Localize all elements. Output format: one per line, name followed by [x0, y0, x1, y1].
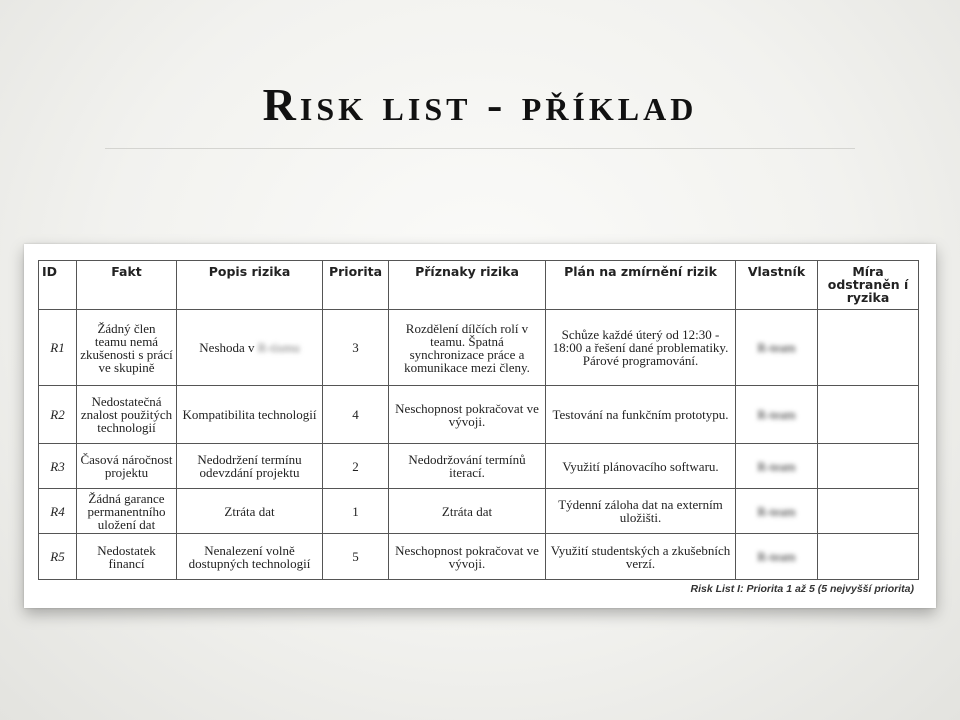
cell-popis — [177, 310, 323, 386]
cell-mira — [818, 386, 919, 444]
header-priorita: Priorita — [323, 261, 389, 310]
header-priznaky-rizika: Příznaky rizika — [389, 261, 546, 310]
cell-id: R1 — [39, 310, 77, 386]
header-vlastnik: Vlastník — [736, 261, 818, 310]
cell-mira — [818, 444, 919, 489]
cell-fakt: Žádná garance permanentního uložení dat — [77, 489, 177, 534]
header-mira-odstraneni: Míra odstraněn í ryzika — [818, 261, 919, 310]
header-id: ID — [39, 261, 77, 310]
table-row — [39, 444, 919, 489]
cell-id: R2 — [39, 386, 77, 444]
cell-fakt: Žádný člen teamu nemá zkušenosti s prácí ve skupině — [77, 310, 177, 386]
cell-vlastnik: R-team — [736, 444, 818, 489]
cell-mira — [818, 310, 919, 386]
cell-priznaky: Neschopnost pokračovat ve vývoji. — [389, 386, 546, 444]
table-row — [39, 310, 919, 386]
cell-priorita: 2 — [323, 444, 389, 489]
cell-id: R5 — [39, 534, 77, 580]
cell-popis-text: Neshoda v — [199, 340, 255, 355]
table-row — [39, 386, 919, 444]
cell-priorita: 1 — [323, 489, 389, 534]
table-caption: Risk List I: Priorita 1 až 5 (5 nejvyšší priorita) — [690, 583, 914, 595]
cell-priznaky: Nedodržování termínů iterací. — [389, 444, 546, 489]
cell-fakt: Nedostatečná znalost použitých technologií — [77, 386, 177, 444]
cell-plan: Využití plánovacího softwaru. — [546, 444, 736, 489]
cell-priorita: 4 — [323, 386, 389, 444]
header-fakt: Fakt — [77, 261, 177, 310]
cell-popis: Nenalezení volně dostupných technologií — [177, 534, 323, 580]
cell-mira — [818, 489, 919, 534]
cell-mira — [818, 534, 919, 580]
cell-priznaky: Neschopnost pokračovat ve vývoji. — [389, 534, 546, 580]
cell-popis: Nedodržení termínu odevzdání projektu — [177, 444, 323, 489]
risk-table-figure — [24, 244, 936, 608]
header-plan-zmirneni: Plán na zmírnění rizik — [546, 261, 736, 310]
cell-plan: Týdenní záloha dat na externím uložišti. — [546, 489, 736, 534]
cell-plan: Schůze každé úterý od 12:30 - 18:00 a řešení dané problematiky. Párové programování. — [546, 310, 736, 386]
cell-plan: Testování na funkčním prototypu. — [546, 386, 736, 444]
cell-vlastnik: R-team — [736, 386, 818, 444]
table-row — [39, 489, 919, 534]
cell-popis-redacted: R-tismu — [257, 340, 300, 355]
title-divider — [105, 148, 855, 149]
cell-priznaky: Ztráta dat — [389, 489, 546, 534]
cell-vlastnik: R-team — [736, 534, 818, 580]
table-row — [39, 534, 919, 580]
table-header-row — [39, 261, 919, 310]
cell-id: R3 — [39, 444, 77, 489]
cell-popis: Kompatibilita technologií — [177, 386, 323, 444]
cell-priorita: 3 — [323, 310, 389, 386]
cell-plan: Využití studentských a zkušebních verzí. — [546, 534, 736, 580]
cell-vlastnik: R-team — [736, 310, 818, 386]
cell-priorita: 5 — [323, 534, 389, 580]
cell-fakt: Časová náročnost projektu — [77, 444, 177, 489]
cell-priznaky: Rozdělení dílčích rolí v teamu. Špatná synchronizace práce a komunikace mezi členy. — [389, 310, 546, 386]
cell-popis: Ztráta dat — [177, 489, 323, 534]
cell-id: R4 — [39, 489, 77, 534]
risk-table — [38, 260, 919, 580]
header-popis-rizika: Popis rizika — [177, 261, 323, 310]
slide-title: Risk list - příklad — [262, 79, 698, 130]
cell-fakt: Nedostatek financí — [77, 534, 177, 580]
cell-vlastnik: R-team — [736, 489, 818, 534]
